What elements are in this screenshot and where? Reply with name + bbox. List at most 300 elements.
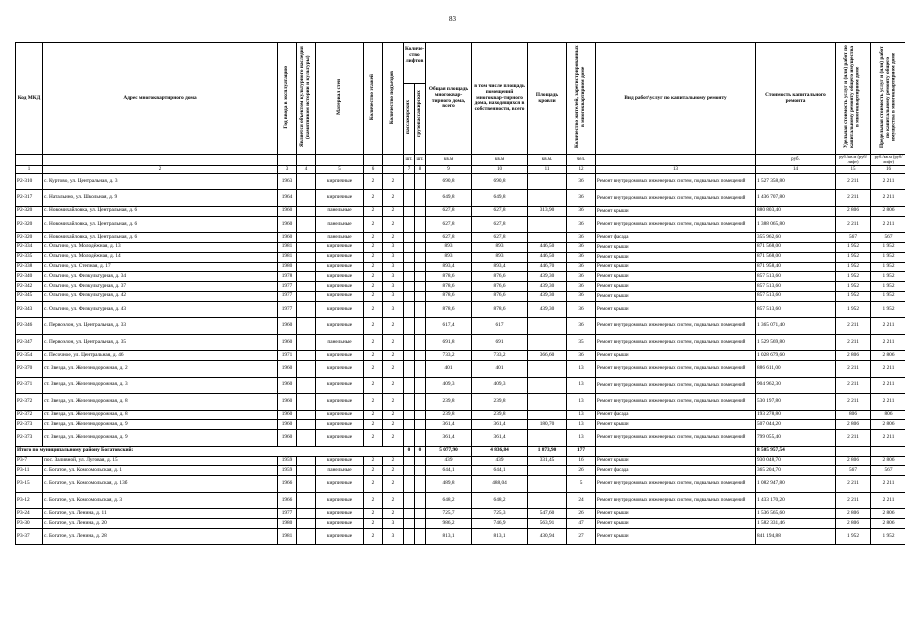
cell-heritage (297, 377, 316, 394)
cell-floors: 2 (364, 377, 383, 394)
cell-lifts-cargo (415, 420, 426, 430)
cell-area-owned: 401 (472, 361, 528, 378)
header-entrances: Количество подъездов (389, 70, 396, 124)
cell-lifts-pass (404, 252, 415, 262)
cell-cost: 530 197,80 (756, 394, 836, 411)
cell-lifts-pass (404, 318, 415, 335)
cell-address: с. Богатое, ул. Комсомольская, д. 13б (43, 476, 278, 493)
cell-max-cost: 2 806 (871, 519, 905, 529)
cell-address: с. Первоэлон, ул. Центральная, д. 33 (43, 318, 278, 335)
cell-floors: 2 (364, 206, 383, 216)
cell-area-total: 627,8 (426, 233, 472, 243)
cell-lifts-pass (404, 216, 415, 233)
cell-residents: 13 (567, 410, 596, 420)
header-area-total: Общая площадь многоквар-тирного дома, всего (426, 43, 472, 155)
cell-mkd-code: Р3-12 (16, 492, 43, 509)
cell-work-type: Ремонт фасада (596, 410, 756, 420)
cell-mkd-code: Р2-320 (16, 233, 43, 243)
cell-floors: 2 (364, 351, 383, 361)
table-row (16, 509, 905, 519)
cell-area-total: 409,3 (426, 377, 472, 394)
cell-unit-cost: 1 952 (836, 272, 871, 282)
cell-roof-area (528, 173, 567, 190)
cell-address: с. Богатое, ул. Комсомольская, д. 3 (43, 492, 278, 509)
cell-area-owned: 876,6 (472, 272, 528, 282)
cell-roof-area (528, 190, 567, 207)
cell-mkd-code: Р2-373 (16, 430, 43, 447)
cell-address: с. Ольгино, ул. Физкультурная, д. 34 (43, 272, 278, 282)
cell-unit-cost: 1 952 (836, 528, 871, 545)
cell-residents: 36 (567, 351, 596, 361)
capital-repair-register-table (15, 42, 905, 545)
cell-lifts-cargo (415, 334, 426, 351)
cell-lifts-pass (404, 377, 415, 394)
cell-max-cost: 806 (871, 410, 905, 420)
cell-year: 1960 (278, 233, 297, 243)
cell-max-cost: 2 211 (871, 216, 905, 233)
cell-year: 1960 (278, 206, 297, 216)
cell-cost: 886 611,00 (756, 361, 836, 378)
total-row (16, 446, 905, 456)
cell-area-owned: 239,8 (472, 410, 528, 420)
cell-year: 1960 (278, 410, 297, 420)
cell-mkd-code: Р2-370 (16, 361, 43, 378)
cell-mkd-code: Р2-310 (16, 173, 43, 190)
table-row (16, 394, 905, 411)
cell-area-total: 690,8 (426, 173, 472, 190)
cell-address: с. Богатое, ул. Ленина, д. 28 (43, 528, 278, 545)
cell-unit-cost: 1 952 (836, 242, 871, 252)
cell-mkd-code: Р3-24 (16, 509, 43, 519)
cell-wall-material: кирпичные (316, 272, 364, 282)
cell-unit-cost: 2 806 (836, 456, 871, 466)
header-area-owned: в том числе площадь помещений многоквар-тирного дома, находящихся в собственности, всего (472, 43, 528, 155)
table-row (16, 190, 905, 207)
cell-area-owned: 648,2 (472, 492, 528, 509)
cell-residents: 36 (567, 173, 596, 190)
cell-lifts-pass (404, 272, 415, 282)
cell-lifts-pass (404, 430, 415, 447)
cell-max-cost: 1 952 (871, 272, 905, 282)
cell-area-total: 649,8 (426, 190, 472, 207)
cell-address: с. Куртово, ул. Центральная, д. 3 (43, 173, 278, 190)
table-header (16, 43, 905, 174)
table-row (16, 262, 905, 272)
cell-max-cost: 1 952 (871, 291, 905, 301)
cell-floors: 2 (364, 492, 383, 509)
cell-cost: 799 055,40 (756, 430, 836, 447)
cell-cost: 193 278,80 (756, 410, 836, 420)
cell-wall-material: кирпичные (316, 282, 364, 292)
cell-area-total: 644,1 (426, 466, 472, 476)
cell-max-cost: 1 952 (871, 301, 905, 318)
cell-entrances: 3 (383, 282, 404, 292)
cell-area-total: 617,4 (426, 318, 472, 335)
cell-address: с. Ольгино, ул. Молодёжная, д. 13 (43, 242, 278, 252)
cell-lifts-pass (404, 206, 415, 216)
cell-area-total: 893 (426, 242, 472, 252)
cell-wall-material: кирпичные (316, 377, 364, 394)
cell-max-cost: 1 952 (871, 242, 905, 252)
cell-lifts-cargo (415, 351, 426, 361)
cell-mkd-code: Р2-372 (16, 394, 43, 411)
cell-residents: 36 (567, 272, 596, 282)
cell-area-owned: 746,9 (472, 519, 528, 529)
cell-entrances: 3 (383, 242, 404, 252)
cell-entrances: 3 (383, 252, 404, 262)
cell-heritage (297, 272, 316, 282)
cell-area-owned: 627,8 (472, 216, 528, 233)
total-owned: 4 836,84 (472, 446, 528, 456)
cell-unit-cost: 2 211 (836, 216, 871, 233)
cell-year: 1966 (278, 492, 297, 509)
cell-unit-cost: 2 211 (836, 318, 871, 335)
cell-lifts-pass (404, 301, 415, 318)
cell-max-cost: 2 211 (871, 318, 905, 335)
unit-area-owned: кв.м (472, 155, 528, 166)
table-row (16, 456, 905, 466)
cell-lifts-pass (404, 410, 415, 420)
cell-address: с. Песочное, ул. Центральная, д. 46 (43, 351, 278, 361)
cell-year: 1981 (278, 242, 297, 252)
cell-residents: 36 (567, 233, 596, 243)
cell-residents: 36 (567, 252, 596, 262)
cell-roof-area: 331,45 (528, 456, 567, 466)
cell-work-type: Ремонт внутридомовых инженерных систем, подвальных помещений (596, 334, 756, 351)
cell-lifts-pass (404, 466, 415, 476)
cell-lifts-cargo (415, 509, 426, 519)
cell-residents: 13 (567, 377, 596, 394)
cell-work-type: Ремонт внутридомовых инженерных систем, подвальных помещений (596, 216, 756, 233)
cell-unit-cost: 2 806 (836, 509, 871, 519)
cell-year: 1980 (278, 262, 297, 272)
cell-entrances: 2 (383, 377, 404, 394)
cell-year: 1966 (278, 476, 297, 493)
cell-residents: 26 (567, 509, 596, 519)
cell-work-type: Ремонт крыши (596, 206, 756, 216)
cell-year: 1960 (278, 318, 297, 335)
unit-cost: руб. (756, 155, 836, 166)
cell-address: с. Первоэлон, ул. Центральная, д. 35 (43, 334, 278, 351)
table-row (16, 519, 905, 529)
cell-work-type: Ремонт крыши (596, 282, 756, 292)
cell-lifts-pass (404, 190, 415, 207)
cell-mkd-code: Р2-347 (16, 334, 43, 351)
cell-residents: 16 (567, 456, 596, 466)
cell-max-cost: 2 211 (871, 173, 905, 190)
cell-address: с. Натальино, ул. Школьная, д. 9 (43, 190, 278, 207)
cell-year: 1964 (278, 190, 297, 207)
unit-area-total: кв.м (426, 155, 472, 166)
cell-cost: 857 513,60 (756, 291, 836, 301)
cell-mkd-code: Р3-15 (16, 476, 43, 493)
cell-heritage (297, 410, 316, 420)
total-label: Итого по муниципальному району Богатовский: (16, 446, 404, 456)
cell-entrances: 3 (383, 519, 404, 529)
cell-entrances: 2 (383, 456, 404, 466)
cell-address: ст. Звезда, ул. Железнодорожная, д. 8 (43, 394, 278, 411)
cell-max-cost: 567 (871, 466, 905, 476)
cell-address: с. Богатое, ул. Комсомольская, д. 1 (43, 466, 278, 476)
cell-area-total: 361,4 (426, 430, 472, 447)
cell-entrances: 2 (383, 233, 404, 243)
cell-roof-area (528, 318, 567, 335)
cell-roof-area: 547,60 (528, 509, 567, 519)
cell-floors: 2 (364, 272, 383, 282)
cell-floors: 2 (364, 318, 383, 335)
table-row (16, 492, 905, 509)
cell-wall-material: кирпичные (316, 351, 364, 361)
cell-wall-material: кирпичные (316, 291, 364, 301)
table-row (16, 351, 905, 361)
cell-cost: 857 513,60 (756, 282, 836, 292)
cell-roof-area (528, 377, 567, 394)
cell-work-type: Ремонт крыши (596, 519, 756, 529)
cell-work-type: Ремонт крыши (596, 456, 756, 466)
cell-heritage (297, 242, 316, 252)
cell-area-total: 239,8 (426, 410, 472, 420)
cell-entrances: 2 (383, 430, 404, 447)
header-unit-cost: Удельная стоимость услуг и (или) работ по капитальному ремонту общего имущества в многоквартирном доме (843, 45, 861, 149)
cell-mkd-code: Р3-30 (16, 519, 43, 529)
cell-area-owned: 361,4 (472, 430, 528, 447)
cell-wall-material: кирпичные (316, 528, 364, 545)
table-row (16, 318, 905, 335)
cell-lifts-cargo (415, 361, 426, 378)
cell-area-owned: 690,8 (472, 173, 528, 190)
cell-roof-area: 430,94 (528, 528, 567, 545)
cell-lifts-pass (404, 262, 415, 272)
cell-floors: 2 (364, 190, 383, 207)
cell-max-cost: 1 952 (871, 262, 905, 272)
cell-roof-area: 446,50 (528, 252, 567, 262)
cell-floors: 2 (364, 466, 383, 476)
cell-unit-cost: 2 211 (836, 394, 871, 411)
cell-area-owned: 439 (472, 456, 528, 466)
cell-mkd-code: Р2-320 (16, 216, 43, 233)
cell-lifts-pass (404, 394, 415, 411)
table-row (16, 377, 905, 394)
cell-heritage (297, 233, 316, 243)
table-row (16, 430, 905, 447)
cell-lifts-cargo (415, 430, 426, 447)
cell-cost: 841 194,88 (756, 528, 836, 545)
cell-lifts-pass (404, 282, 415, 292)
cell-floors: 2 (364, 301, 383, 318)
cell-roof-area (528, 410, 567, 420)
cell-mkd-code: Р3-11 (16, 466, 43, 476)
cell-area-total: 878,6 (426, 282, 472, 292)
cell-wall-material: кирпичные (316, 242, 364, 252)
cell-entrances: 2 (383, 206, 404, 216)
cell-unit-cost: 2 211 (836, 173, 871, 190)
cell-unit-cost: 806 (836, 410, 871, 420)
cell-heritage (297, 301, 316, 318)
cell-address: с. Новомихайловка, ул. Центральная, д. 6 (43, 206, 278, 216)
cell-residents: 35 (567, 334, 596, 351)
cell-heritage (297, 492, 316, 509)
table-row (16, 173, 905, 190)
cell-address: с. Ольгино, ул. Физкультурная, д. 43 (43, 301, 278, 318)
cell-wall-material: кирпичные (316, 476, 364, 493)
cell-address: с. Ольгино, ул. Физкультурная, д. 37 (43, 282, 278, 292)
cell-heritage (297, 282, 316, 292)
cell-mkd-code: Р2-335 (16, 252, 43, 262)
cell-max-cost: 2 806 (871, 351, 905, 361)
cell-entrances: 2 (383, 173, 404, 190)
cell-lifts-pass (404, 492, 415, 509)
cell-lifts-cargo (415, 377, 426, 394)
cell-work-type: Ремонт фасада (596, 233, 756, 243)
cell-unit-cost: 2 211 (836, 492, 871, 509)
cell-max-cost: 1 952 (871, 528, 905, 545)
cell-mkd-code: Р2-340 (16, 272, 43, 282)
cell-wall-material: кирпичные (316, 173, 364, 190)
cell-work-type: Ремонт крыши (596, 351, 756, 361)
cell-lifts-pass (404, 334, 415, 351)
cell-lifts-cargo (415, 190, 426, 207)
cell-heritage (297, 318, 316, 335)
cell-floors: 2 (364, 456, 383, 466)
cell-wall-material: кирпичные (316, 394, 364, 411)
cell-roof-area: 439,30 (528, 282, 567, 292)
cell-mkd-code: Р2-371 (16, 377, 43, 394)
cell-area-owned: 725,3 (472, 509, 528, 519)
cell-area-owned: 878,6 (472, 301, 528, 318)
cell-roof-area: 439,30 (528, 291, 567, 301)
cell-year: 1960 (278, 334, 297, 351)
cell-max-cost: 2 806 (871, 420, 905, 430)
total-residents: 177 (567, 446, 596, 456)
cell-wall-material: кирпичные (316, 190, 364, 207)
cell-year: 1960 (278, 361, 297, 378)
cell-lifts-pass (404, 291, 415, 301)
cell-roof-area: 439,30 (528, 301, 567, 318)
header-address: Адрес многоквартирного дома (43, 43, 278, 155)
cell-year: 1963 (278, 173, 297, 190)
cell-unit-cost: 2 211 (836, 430, 871, 447)
cell-cost: 1 582 331,46 (756, 519, 836, 529)
cell-heritage (297, 466, 316, 476)
cell-unit-cost: 1 952 (836, 282, 871, 292)
cell-area-owned: 617 (472, 318, 528, 335)
cell-area-total: 813,1 (426, 528, 472, 545)
cell-residents: 36 (567, 291, 596, 301)
unit-residents: чел. (567, 155, 596, 166)
table-row (16, 528, 905, 545)
cell-year: 1971 (278, 351, 297, 361)
cell-lifts-cargo (415, 318, 426, 335)
cell-area-owned: 876,6 (472, 282, 528, 292)
unit-lifts-cargo: шт. (415, 155, 426, 166)
cell-entrances: 3 (383, 291, 404, 301)
cell-lifts-cargo (415, 476, 426, 493)
cell-residents: 24 (567, 492, 596, 509)
total-area: 5 077,90 (426, 446, 472, 456)
total-cost: 8 505 957,54 (756, 446, 836, 456)
cell-address: с. Богатое, ул. Ленина, д. 11 (43, 509, 278, 519)
cell-roof-area (528, 430, 567, 447)
cell-entrances: 2 (383, 334, 404, 351)
cell-entrances: 3 (383, 262, 404, 272)
cell-max-cost: 2 211 (871, 334, 905, 351)
cell-lifts-pass (404, 456, 415, 466)
header-wall-material: Материал стен (335, 79, 342, 115)
cell-work-type: Ремонт фасада (596, 466, 756, 476)
cell-residents: 36 (567, 262, 596, 272)
cell-floors: 2 (364, 282, 383, 292)
cell-year: 1980 (278, 519, 297, 529)
cell-address: ст. Звезда, ул. Железнодорожная, д. 9 (43, 430, 278, 447)
cell-mkd-code: Р3-37 (16, 528, 43, 545)
cell-roof-area: 446,70 (528, 262, 567, 272)
cell-year: 1960 (278, 430, 297, 447)
cell-roof-area (528, 476, 567, 493)
table-row (16, 334, 905, 351)
cell-entrances: 2 (383, 190, 404, 207)
cell-mkd-code: Р2-320 (16, 206, 43, 216)
header-floors: Количество этажей (369, 74, 376, 121)
cell-max-cost: 2 211 (871, 430, 905, 447)
cell-lifts-pass (404, 361, 415, 378)
header-cost: Стоимость капитального ремонта (756, 43, 836, 155)
cell-cost: 1 388 065,80 (756, 216, 836, 233)
cell-lifts-cargo (415, 492, 426, 509)
cell-wall-material: кирпичные (316, 430, 364, 447)
cell-unit-cost: 1 952 (836, 262, 871, 272)
cell-residents: 13 (567, 430, 596, 447)
cell-mkd-code: Р2-345 (16, 291, 43, 301)
cell-wall-material: кирпичные (316, 301, 364, 318)
total-roof: 1 873,90 (528, 446, 567, 456)
cell-roof-area (528, 394, 567, 411)
cell-wall-material: кирпичные (316, 509, 364, 519)
cell-address: с. Новомихайловка, ул. Центральная, д. 6 (43, 233, 278, 243)
cell-work-type: Ремонт крыши (596, 242, 756, 252)
cell-lifts-pass (404, 519, 415, 529)
cell-area-owned: 649,8 (472, 190, 528, 207)
header-lifts-cargo: грузопассажирских (416, 90, 423, 138)
cell-area-owned: 813,1 (472, 528, 528, 545)
cell-unit-cost: 1 952 (836, 291, 871, 301)
cell-area-total: 361,4 (426, 420, 472, 430)
cell-entrances: 2 (383, 216, 404, 233)
units-row (16, 155, 905, 166)
cell-floors: 2 (364, 216, 383, 233)
cell-mkd-code: Р3-7 (16, 456, 43, 466)
cell-lifts-cargo (415, 262, 426, 272)
cell-address: с. Богатое, ул. Ленина, д. 20 (43, 519, 278, 529)
cell-residents: 47 (567, 519, 596, 529)
cell-area-total: 648,2 (426, 492, 472, 509)
cell-lifts-cargo (415, 456, 426, 466)
cell-year: 1981 (278, 252, 297, 262)
cell-wall-material: кирпичные (316, 361, 364, 378)
cell-max-cost: 1 952 (871, 282, 905, 292)
cell-lifts-pass (404, 351, 415, 361)
cell-mkd-code: Р2-372 (16, 410, 43, 420)
cell-work-type: Ремонт крыши (596, 509, 756, 519)
cell-lifts-pass (404, 528, 415, 545)
cell-heritage (297, 519, 316, 529)
cell-wall-material: панельные (316, 233, 364, 243)
cell-residents: 13 (567, 361, 596, 378)
cell-heritage (297, 262, 316, 272)
cell-unit-cost: 2 211 (836, 334, 871, 351)
cell-area-total: 439 (426, 456, 472, 466)
cell-unit-cost: 2 211 (836, 190, 871, 207)
cell-lifts-cargo (415, 252, 426, 262)
